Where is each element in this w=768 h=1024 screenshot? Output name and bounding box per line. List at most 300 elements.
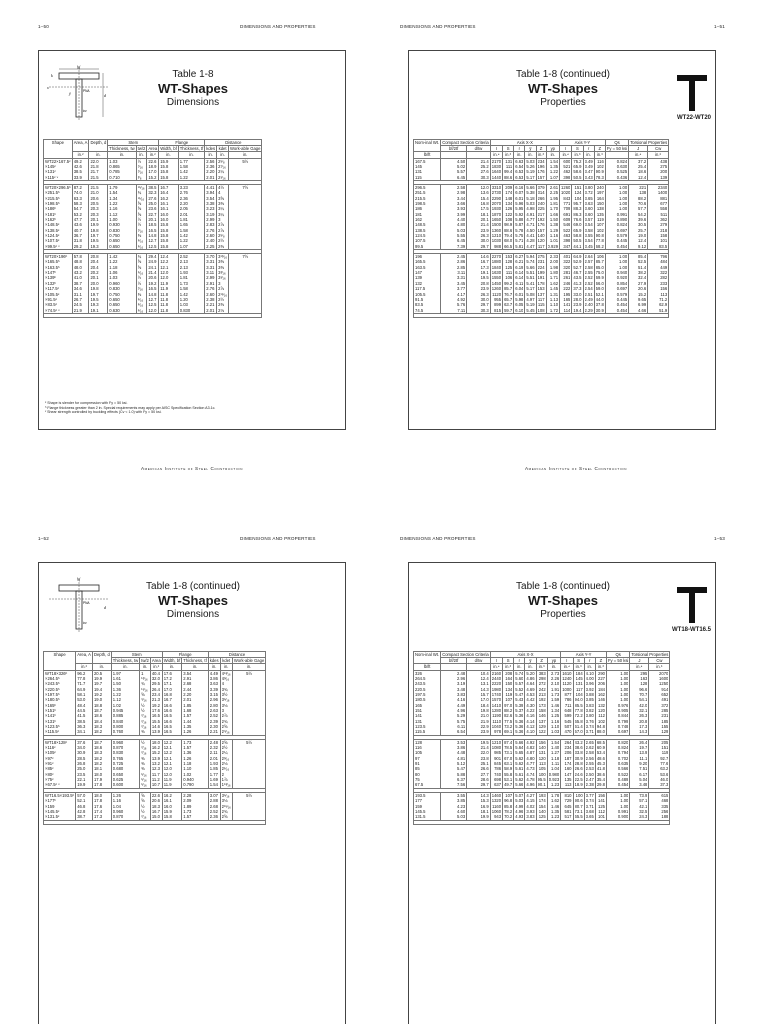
depth-value: 18.8 [93,702,103,708]
table-value: 198.5 [415,201,426,207]
table-value: 4.98 [526,206,535,212]
footnotes [45,401,215,415]
value-cell [595,792,606,820]
table-value: 120 [538,755,546,761]
area-value: 49.2 [73,158,82,164]
table-value: 1250 [659,681,669,687]
col-group-torsion: Torsional Properties [631,652,669,657]
value-cell [547,670,560,735]
table-value: 45.3 [596,761,605,767]
tw-value: 1.02 [112,702,121,708]
table-value: 398 [563,174,571,180]
value-cell [649,792,670,820]
unit-cell: in. [205,152,217,158]
depth-value: 18.3 [93,750,103,756]
tw-value: 1.61 [112,675,121,681]
stem-area-value: 16.5 [151,713,160,719]
shape-value: ×116ᶜ [45,745,56,751]
tw-value: 1.22 [109,259,118,265]
tf-value: 1.20 [179,296,188,302]
tf-value: 2.44 [183,686,192,692]
depth-value: 18.0 [93,771,103,777]
table-value: 145.5 [415,808,426,814]
table-value: 5.36 [515,724,524,730]
tw-cell [108,184,136,249]
unit-cell: in.³ [503,664,514,670]
shape-value: ×151ʰ [45,708,57,714]
table-value: 21.4 [480,158,489,164]
table-value: 37.2 [638,158,647,164]
table-value: 33.0 [573,291,582,297]
row-spacer [414,313,669,317]
table-value: 1450 [491,280,502,286]
shape-value: WT18×128ᶜ [45,739,68,745]
tw-value: 1.42 [109,254,118,260]
stem-area-value: 13.9 [151,729,160,735]
col-ix: I [490,658,502,664]
page-number: 1–52 [38,536,50,541]
table-value: 5.57 [457,169,466,175]
bf-value: 16.6 [163,718,172,724]
table-value: 1570 [491,697,502,703]
table-value: 221 [639,184,647,190]
table-value: 1400 [657,190,668,196]
table-value: 53.6 [660,771,669,777]
value-cell [561,792,573,820]
depth-value: 20.4 [90,264,99,270]
table-value: 4.00 [585,675,594,681]
col-depth: Depth, d [89,140,108,152]
tw2-value: ⅝ [141,691,145,697]
table-value: 18.4 [480,702,489,708]
bf-value: 12.0 [163,771,172,777]
table-value: 113 [539,761,546,767]
shape-value: ×91.5ᶜ [45,296,58,302]
table-value: 80.7 [574,803,583,809]
depth-value: 19.4 [93,686,103,692]
table-value: 146 [538,713,546,719]
table-value: 1210 [491,739,502,745]
depth-value: 18.3 [93,724,103,730]
stem-area-value: 13.9 [151,755,160,761]
shape-value: ×147ʰ [45,270,57,276]
depth-cell [89,158,108,180]
table-value: 32.5 [639,808,648,814]
table-value: 76.7 [504,291,513,297]
table-value: 111 [505,270,513,276]
tf-value: 1.73 [179,280,188,286]
table-value: 1.03 [551,729,560,735]
tw-value: 1.22 [112,691,121,697]
tf-value: 2.01 [183,697,192,703]
table-value: 57.1 [639,798,648,804]
unit-cell: in. [140,664,151,670]
stem-area-value: 18.9 [148,163,157,169]
kdes-value: 2.56 [206,158,215,164]
table-value: 68.0 [504,238,513,244]
table-value: 2160 [491,670,502,676]
shape-value: ×99.5ᶜ ᵛ [45,243,60,249]
table-value: 5.02 [457,163,466,169]
col-gage: Work-able Gage [230,146,261,152]
tw-cell [111,792,139,820]
table-value: 13.1 [480,681,489,687]
unit-cell: in.⁴ [560,152,572,158]
table-name: WT-Shapes [527,593,599,608]
table-value: 0.579 [616,291,628,297]
area-value: 77.8 [77,675,86,681]
table-value: 1.66 [549,211,559,217]
depth-value: 17.9 [93,777,103,783]
tf-value: 1.58 [179,227,188,233]
table-value: 22.0 [480,750,489,756]
table-value: 125 [505,264,513,270]
table-value: 729 [564,798,572,804]
table-value: 1.00 [620,675,629,681]
table-value: 2.53 [585,766,594,772]
depth-value: 20.5 [90,201,99,207]
table-value: 3.93 [526,808,535,814]
kdes-value: 3.11 [206,270,215,276]
value-cell [514,158,525,180]
kdes-value: 2.36 [206,163,215,169]
table-value: 18.6 [638,169,647,175]
page-footer: American Institute of Steel Construction [525,466,627,471]
bf-value: 15.8 [160,227,169,233]
bf-value: 15.8 [160,222,169,228]
table-value: 116 [597,158,604,164]
table-value: 43.2 [574,739,583,745]
unit-cell: in.³ [573,664,584,670]
table-value: 6.54 [515,163,524,169]
table-value: 3.74 [585,724,594,730]
d-label: d [104,93,106,98]
value-cell [414,670,441,735]
table-value: 264 [564,739,572,745]
kdes-value: 3.31 [206,264,215,270]
table-value: 2.50 [585,771,594,777]
table-value: 5.92 [515,211,524,217]
table-value: 52.9 [573,259,582,265]
table-value: 470 [564,729,572,735]
depth-value: 19.3 [90,243,99,249]
table-value: 0.697 [616,286,628,292]
table-value: 5.07 [515,792,524,798]
table-value: 115.5 [415,729,426,735]
kdet-value: 3¼ [218,206,224,212]
tw-value: 1.12 [112,697,121,703]
table-value: 52.7 [573,264,582,270]
table-value: 52.1 [595,291,604,297]
tw-value: 1.26 [112,792,121,798]
table-value: 1210 [491,233,502,239]
table-name: WT-Shapes [527,81,599,96]
table-value: 145 [575,675,583,681]
kdet-value: 2¼ [218,169,224,175]
tf-value: 2.05 [179,206,188,212]
tf-value: 1.26 [183,755,192,761]
col-group-torsion: Torsional Properties [630,140,668,145]
value-cell [525,254,536,314]
table-value: 88.2 [638,195,647,201]
tw2-value: ⁷⁄₁₆ [137,227,143,233]
table-value: 120 [537,238,545,244]
table-value: 138 [639,190,647,196]
table-value: 70.2 [504,814,513,820]
kdes-value: 1.85 [209,766,218,772]
bf-cell [159,254,179,314]
table-value: 4.86 [526,675,535,681]
table-value: 5.66 [515,739,524,745]
table-value: 187 [564,755,572,761]
kdet-value: 3⁵⁄₁₆ [221,792,230,798]
kdes-value: 2.88 [209,798,218,804]
tf-value: 1.22 [179,238,188,244]
table-value: 0.489 [617,777,629,783]
col-cw: Cw [649,658,670,664]
table-value: 320 [563,264,571,270]
table-value: 107 [596,222,604,228]
table-value: 66.0 [595,280,604,286]
depth-value: 19.8 [90,286,99,292]
area-value: 34.1 [77,729,86,735]
table-value: 899 [494,302,502,308]
table-value: 28.8 [574,761,583,767]
value-cell [441,254,467,314]
table-value: 2.25 [549,190,559,196]
table-value: 279 [660,222,668,228]
table-value: 108 [505,217,513,223]
table-value: 3.63 [584,201,593,207]
value-cell [547,739,560,788]
table-value: 26.3 [480,291,489,297]
bf-value: 16.0 [160,217,169,223]
table-value: 163 [640,675,648,681]
table-value: 30.9 [574,755,583,761]
table-value: 1880 [491,259,502,265]
kdes-value: 1.77 [209,771,218,777]
table-value: 17.3 [639,724,648,730]
table-value: 131 [415,718,422,724]
tf-cell [182,739,209,788]
bf-value: 15.8 [160,238,169,244]
kdes-value: 2.01 [206,174,215,180]
kdes-value: 2.38 [206,296,215,302]
value-cell [536,792,547,820]
table-value: 2.52 [584,275,593,281]
table-value: 1.00 [620,803,629,809]
table-value: 115 [415,174,422,180]
kdet-value: 2⅞ [221,713,228,719]
stem-area-value: 29.5 [151,681,160,687]
kdet-cell [220,670,232,735]
table-value: 6.04 [515,286,524,292]
bf-value: 16.5 [163,713,172,719]
table-value: 153 [505,254,513,260]
table-value: 1.29 [549,227,559,233]
bf-value: 12.1 [163,761,172,767]
value-cell [649,739,670,788]
table-row [414,254,669,314]
table-value: 32.1 [639,708,648,714]
value-cell [503,184,514,249]
unit-cell: in.⁴ [561,664,573,670]
kdet-value: 3⅛ [221,798,228,804]
table-value: 21.9 [480,718,489,724]
table-value: 107.5 [415,238,426,244]
table-value: 2.56 [585,755,594,761]
table-value: 156 [538,739,546,745]
table-value: 6.11 [457,724,466,730]
table-value: 85.0 [595,264,604,270]
kdes-cell [205,254,217,314]
row-spacer [414,820,670,824]
table-value: 5.64 [515,745,524,751]
table-value: 3.85 [457,798,466,804]
table-value: 3.53 [457,739,466,745]
table-value: 38.6 [574,745,583,751]
table-value: 97.0 [504,702,513,708]
stem-area-cell [147,158,159,180]
table-value: 137 [538,718,546,724]
area-value: 41.0 [73,275,82,281]
table-value: 296.5 [415,184,426,190]
col-fy: Fy = 50 ksi [606,146,628,152]
unit-cell: in.⁴ [630,664,649,670]
table-value: 272 [538,681,546,687]
stem-area-value: 11.7 [151,771,160,777]
depth-value: 21.8 [90,163,99,169]
table-value: 163.5 [415,264,426,270]
shape-value: ×105ᶜ [45,750,56,756]
stem-area-value: 21.4 [148,270,157,276]
table-value: 20.6 [638,286,647,292]
table-value: 5.88 [457,771,466,777]
table-value: 90.9 [595,169,604,175]
unit-cell: in. [136,152,147,158]
table-value: 35.4 [596,777,605,783]
table-value: 4.78 [526,777,535,783]
table-frame [38,562,346,1024]
tf-value: 1.42 [179,233,188,239]
table-value: 4.99 [515,803,524,809]
table-value: 1.00 [619,184,628,190]
tee-shape-icon [675,585,709,625]
table-value: 28.0 [573,296,582,302]
table-value: 3.49 [584,158,593,164]
table-value: 1.54 [549,158,559,164]
tf-value: 1.57 [183,745,192,751]
table-value: 41.8 [596,766,605,772]
table-value: 24.6 [574,771,583,777]
table-value: 462 [563,169,571,175]
col-gage: Work-able Gage [233,658,265,664]
value-cell [490,792,502,820]
table-value: 55.8 [504,771,513,777]
tf-value: 2.52 [179,254,188,260]
table-value: 362 [660,217,668,223]
tw-value: 0.650 [112,771,124,777]
table-value: 174 [538,798,546,804]
kdes-value: 3.19 [206,211,215,217]
col-tw: Thickness, tw [109,146,135,152]
tw-value: 1.16 [112,798,121,804]
value-cell [560,184,572,249]
table-value: 335 [661,803,669,809]
stem-area-value: 40.4 [151,670,160,676]
value-cell [583,184,594,249]
kdet-value: 3¼ [218,211,224,217]
table-value: 196 [415,254,422,260]
table-value: 6.27 [515,254,524,260]
table-value: 5.17 [526,286,535,292]
table-value: 9.12 [638,243,647,249]
tw-cell [108,254,136,314]
tf-value: 1.58 [179,286,188,292]
value-cell [583,254,594,314]
table-value: 129 [538,724,546,730]
table-value: 160 [564,766,572,772]
stem-area-value: 18.0 [151,739,160,745]
tf-value: 2.28 [183,792,192,798]
table-value: 314 [537,190,545,196]
table-value: 4.12 [526,724,535,730]
tw-value: 0.870 [112,745,124,751]
table-value: 3.45 [584,243,593,249]
col-j: J [629,146,648,152]
table-value: 7.11 [457,307,466,313]
d-label: d [104,605,106,610]
table-value: 145 [415,163,422,169]
table-value: 0.980 [548,771,560,777]
shape-value: ×162ʰ [45,217,57,223]
table-value: 1030 [491,238,502,244]
kdet-value: 2⅝ [221,814,228,820]
col-yp: yp [546,146,559,152]
table-value: 68.2 [595,243,604,249]
table-value: 0.697 [617,729,629,735]
value-cell [414,792,441,820]
footnote: ʰ Flange thickness greater than 2 in. Special requirements may apply per AISC Specification Section A3.1c. [45,405,216,410]
table-value: 20.8 [480,280,489,286]
table-value: 213 [538,691,546,697]
value-cell [490,254,502,314]
table-value: 72.2 [574,713,583,719]
table-value: 42.0 [639,702,648,708]
table-value: 4.16 [526,713,535,719]
kdet-value: 3⁵⁄₁₆ [221,697,230,703]
table-value: 0.630 [616,163,628,169]
shape-range-label: WT22-WT20 [676,115,711,121]
table-value: 3.58 [584,227,593,233]
bf-value: 11.8 [160,307,169,313]
table-value: 113 [660,291,668,297]
kdet-cell [217,158,229,180]
depth-value: 21.0 [90,190,99,196]
area-value: 96.2 [77,670,86,676]
tw-value: 0.865 [109,163,120,169]
value-cell [594,158,605,180]
table-value: 1.00 [620,691,629,697]
table-value: 111 [505,163,513,169]
kdes-value: 3.15 [209,691,218,697]
table-value: 1.18 [551,755,560,761]
table-value: 128 [640,681,648,687]
col-rx: r [514,658,525,664]
table-value: 599 [564,713,572,719]
table-value: 119 [505,691,513,697]
page-number: 1–51 [714,24,726,29]
